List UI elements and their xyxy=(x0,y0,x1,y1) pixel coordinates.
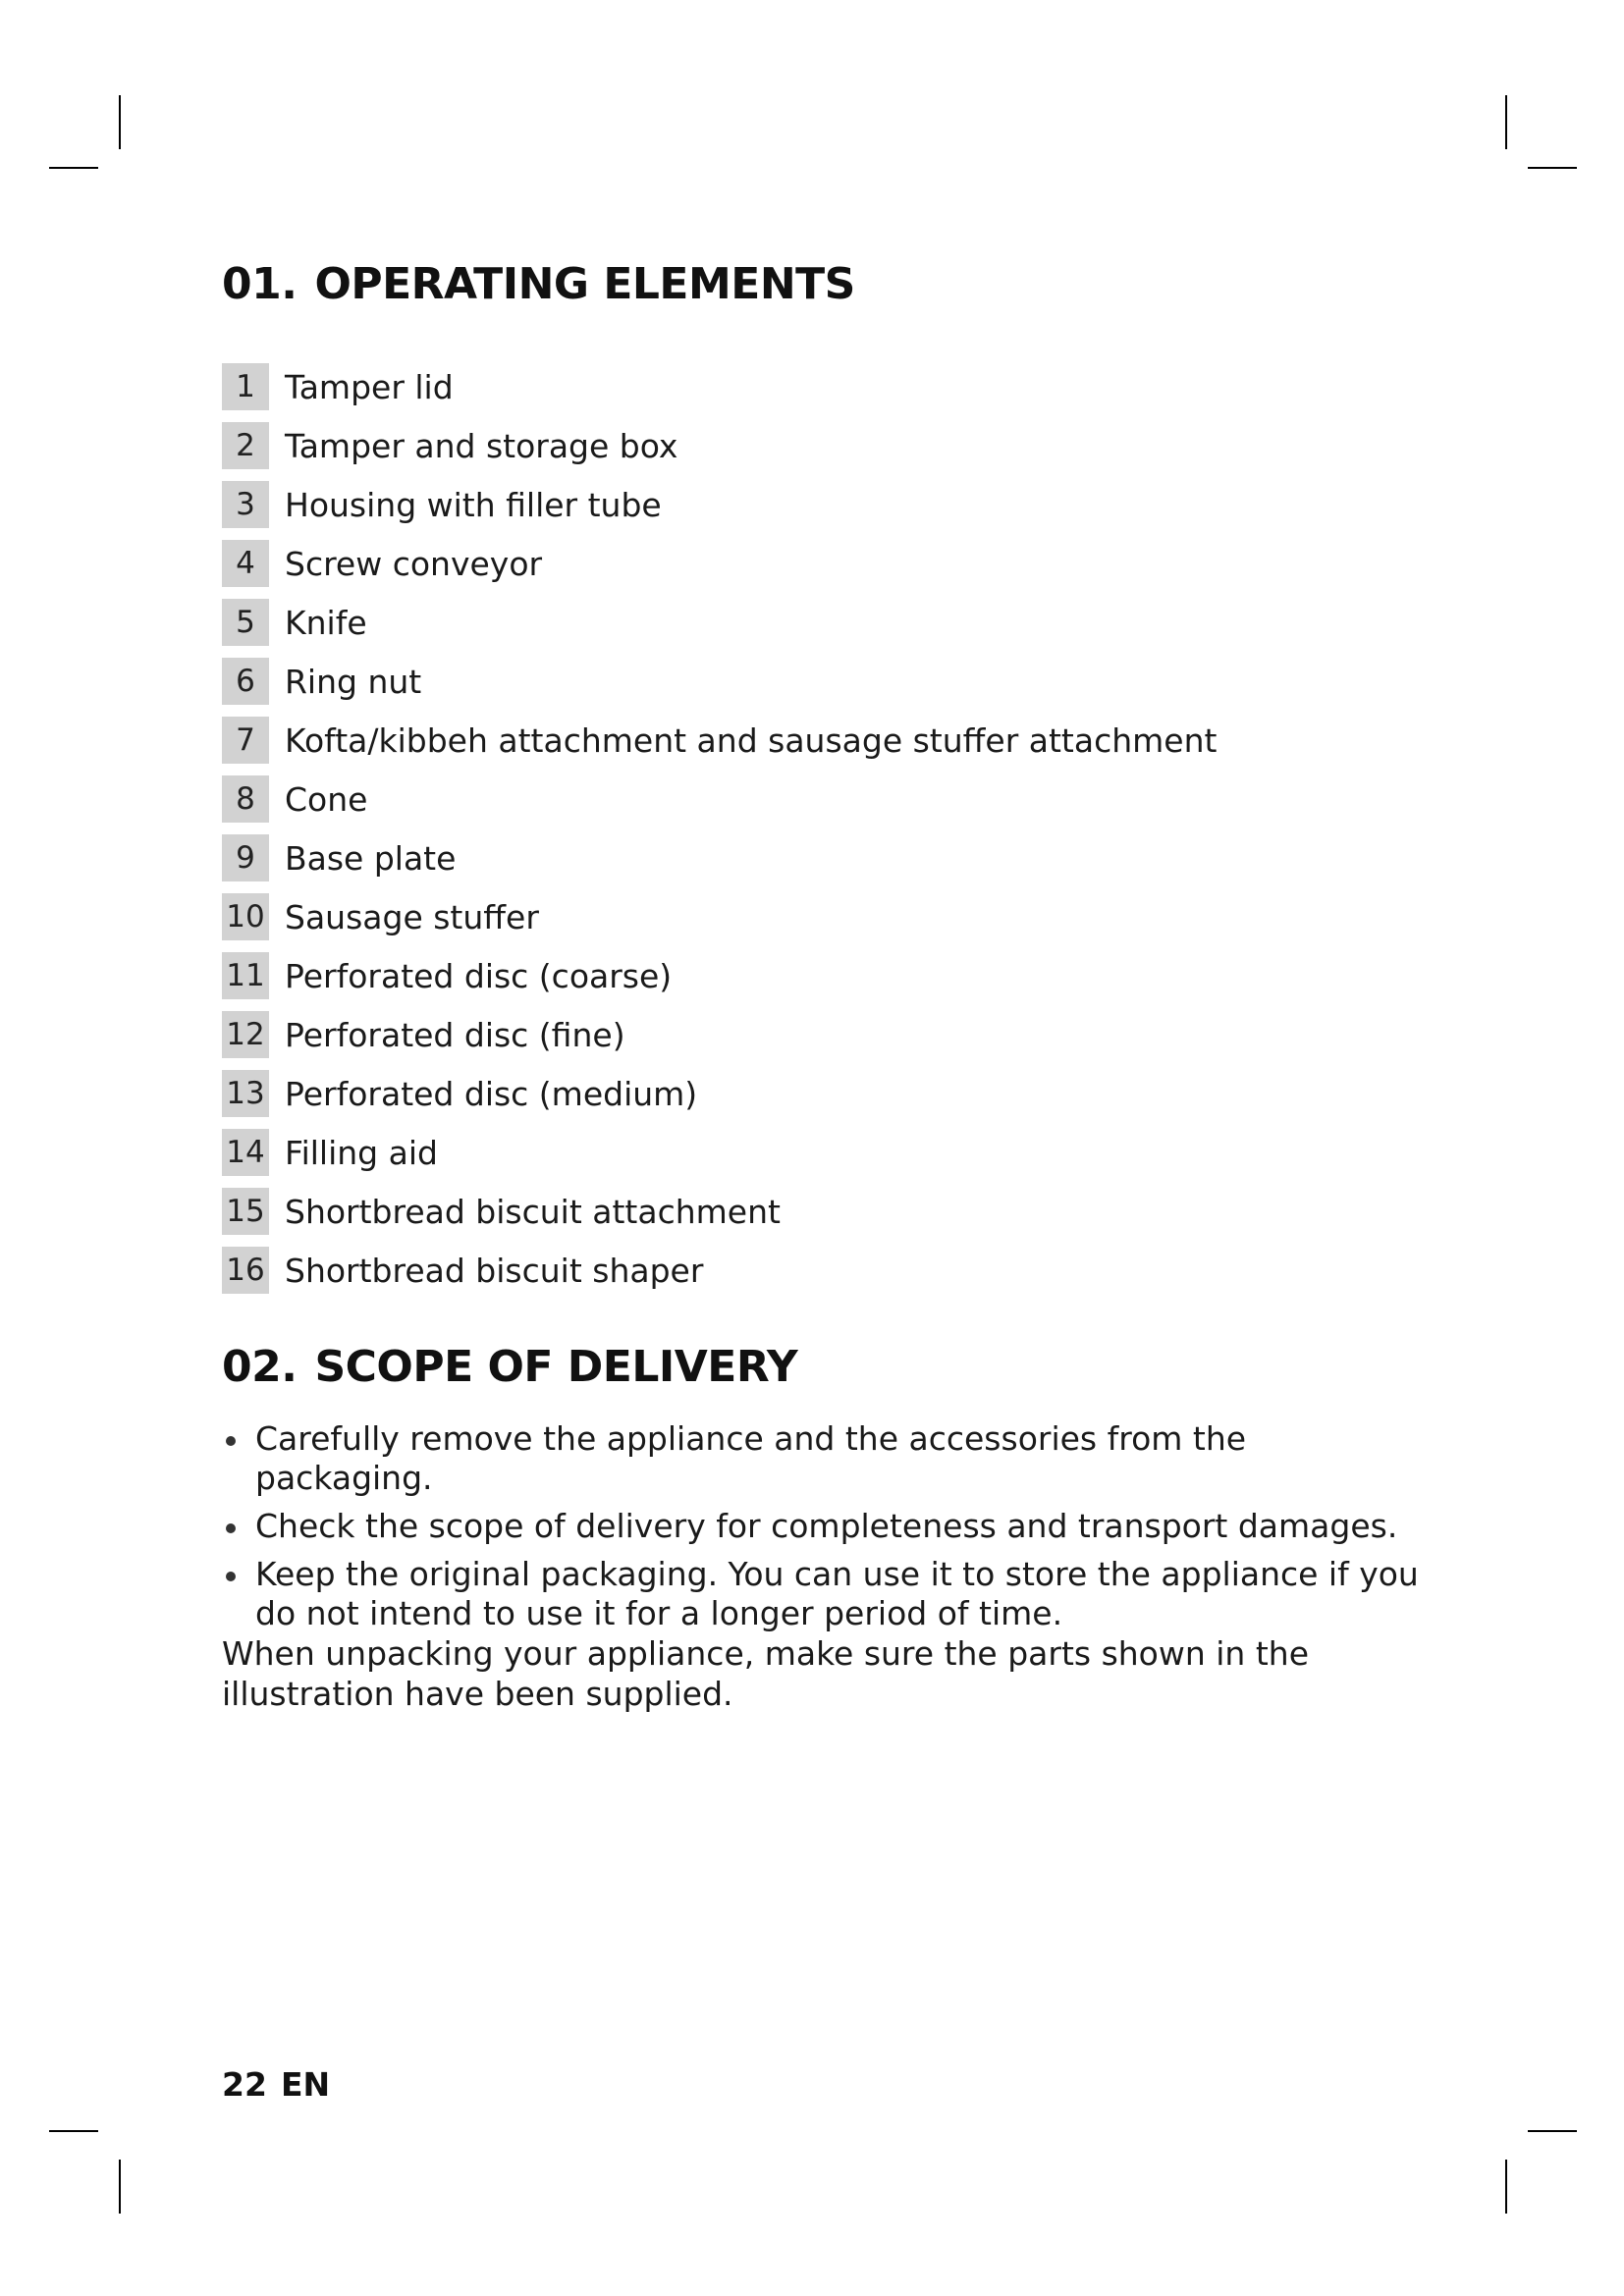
item-label: Knife xyxy=(285,603,367,642)
item-label: Tamper and storage box xyxy=(285,426,678,465)
page-number: 22 xyxy=(222,2065,267,2104)
list-item xyxy=(222,475,1400,534)
item-label: Shortbread biscuit shaper xyxy=(285,1251,704,1290)
item-number-badge: 14 xyxy=(222,1129,269,1176)
item-label: Filling aid xyxy=(285,1133,438,1172)
list-item xyxy=(222,828,1400,887)
list-item xyxy=(222,1419,1420,1498)
operating-elements-list xyxy=(222,357,1400,1300)
item-label: Perforated disc (fine) xyxy=(285,1015,625,1054)
item-number-badge: 10 xyxy=(222,893,269,940)
crop-mark-bottom-left-v xyxy=(119,2160,121,2214)
section-title: OPERATING ELEMENTS xyxy=(314,259,855,309)
bullet-icon xyxy=(226,1572,236,1581)
bullet-icon xyxy=(226,1523,236,1533)
item-label: Housing with filler tube xyxy=(285,485,662,524)
item-number-badge: 16 xyxy=(222,1247,269,1294)
list-item xyxy=(222,887,1400,946)
crop-mark-bottom-right-v xyxy=(1505,2160,1507,2214)
list-item xyxy=(222,1064,1400,1123)
item-label: Cone xyxy=(285,779,368,819)
section-title: SCOPE OF DELIVERY xyxy=(314,1342,798,1392)
item-number-badge: 3 xyxy=(222,481,269,528)
item-number-badge: 1 xyxy=(222,363,269,410)
item-number-badge: 12 xyxy=(222,1011,269,1058)
section-number: 01. xyxy=(222,259,298,309)
section-heading-scope-of-delivery xyxy=(222,1342,797,1392)
list-item xyxy=(222,1005,1400,1064)
item-label: Kofta/kibbeh attachment and sausage stuffer attachment xyxy=(285,721,1218,760)
delivery-bullet-list xyxy=(222,1419,1420,1642)
item-label: Perforated disc (coarse) xyxy=(285,956,673,995)
list-item xyxy=(222,711,1400,770)
bullet-text: Keep the original packaging. You can use it to store the appliance if you do not intend to use it for a longer period of time. xyxy=(255,1555,1419,1632)
item-number-badge: 15 xyxy=(222,1188,269,1235)
bullet-text: Carefully remove the appliance and the accessories from the packaging. xyxy=(255,1419,1247,1497)
item-label: Ring nut xyxy=(285,662,422,701)
language-code: EN xyxy=(280,2065,331,2104)
item-label: Shortbread biscuit attachment xyxy=(285,1192,781,1231)
list-item xyxy=(222,652,1400,711)
list-item xyxy=(222,534,1400,593)
crop-mark-top-right-h xyxy=(1528,167,1577,169)
page-footer xyxy=(222,2065,330,2104)
item-label: Base plate xyxy=(285,838,457,878)
item-number-badge: 5 xyxy=(222,599,269,646)
item-label: Sausage stuffer xyxy=(285,897,539,936)
crop-mark-top-left-h xyxy=(49,167,98,169)
bullet-text: Check the scope of delivery for completeness and transport damages. xyxy=(255,1507,1398,1545)
list-item xyxy=(222,357,1400,416)
item-number-badge: 13 xyxy=(222,1070,269,1117)
list-item xyxy=(222,1555,1420,1633)
item-label: Screw conveyor xyxy=(285,544,543,583)
list-item xyxy=(222,1182,1400,1241)
list-item xyxy=(222,770,1400,828)
list-item xyxy=(222,946,1400,1005)
crop-mark-top-left-v xyxy=(119,95,121,149)
item-number-badge: 4 xyxy=(222,540,269,587)
unpacking-paragraph: When unpacking your appliance, make sure the parts shown in the illustration have been supplied. xyxy=(222,1634,1309,1713)
list-item xyxy=(222,1123,1400,1182)
item-label: Tamper lid xyxy=(285,367,454,406)
item-number-badge: 11 xyxy=(222,952,269,999)
section-number: 02. xyxy=(222,1342,298,1392)
list-item xyxy=(222,1507,1420,1546)
item-number-badge: 6 xyxy=(222,658,269,705)
item-number-badge: 2 xyxy=(222,422,269,469)
crop-mark-bottom-right-h xyxy=(1528,2130,1577,2132)
crop-mark-bottom-left-h xyxy=(49,2130,98,2132)
list-item xyxy=(222,1241,1400,1300)
section-heading-operating-elements xyxy=(222,259,855,309)
list-item xyxy=(222,593,1400,652)
item-label: Perforated disc (medium) xyxy=(285,1074,698,1113)
item-number-badge: 7 xyxy=(222,717,269,764)
crop-mark-top-right-v xyxy=(1505,95,1507,149)
item-number-badge: 9 xyxy=(222,834,269,881)
item-number-badge: 8 xyxy=(222,775,269,823)
list-item xyxy=(222,416,1400,475)
bullet-icon xyxy=(226,1436,236,1446)
